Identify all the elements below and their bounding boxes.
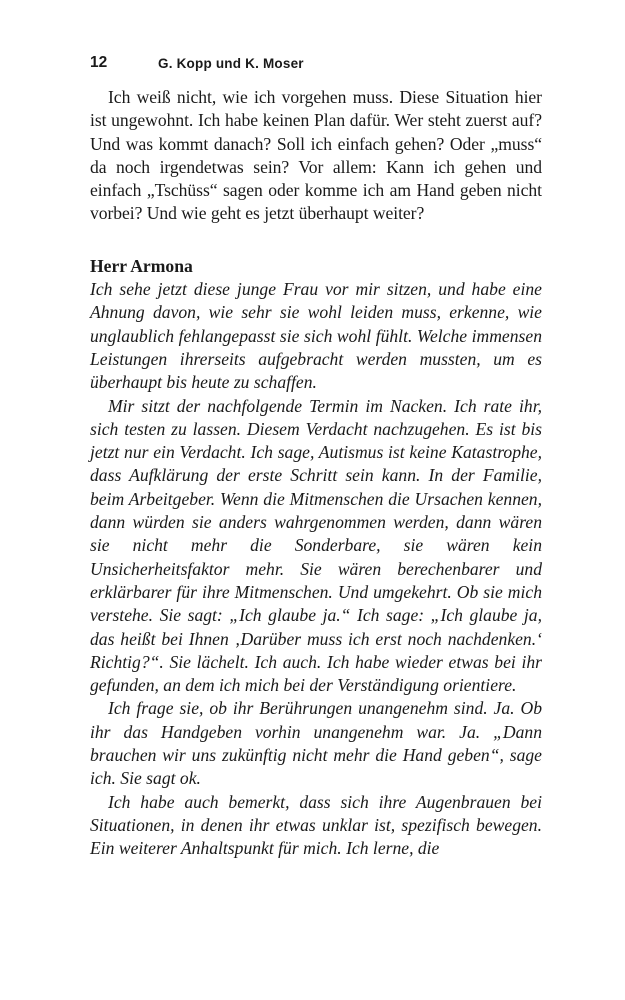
paragraph: Ich sehe jetzt diese junge Frau vor mir sitzen, und habe eine Ahnung davon, wie sehr sie wohl leiden muss, erkenne, wie unglaublich fehlangepasst sie sich wohl fühlt. Welche immensen Leistungen ihrerseits aufgebracht werden mussten, um es überhaupt bis heute zu schaffen.: [90, 279, 542, 393]
body-text: [90, 86, 542, 226]
paragraph: Mir sitzt der nachfolgende Termin im Nacken. Ich rate ihr, sich testen zu lassen. Diesem Verdacht nachzugehen. Es ist bis jetzt nur ein Verdacht. Ich sage, Autismus ist keine Katastrophe, dass Aufklärung der erste Schritt sein kann. In der Familie, beim Arbeitgeber. Wenn die Mitmenschen die Ursachen kennen, dann würden sie anders wahrgenommen werden, dann wären sie nicht mehr die Sonderbare, sie wären kein Unsicherheitsfaktor mehr. Sie wären berechenbarer und erklärbarer für ihre Mitmenschen. Und umgekehrt. Ob sie mich verstehe. Sie sagt: „Ich glaube ja.“ Ich sage: „Ich glaube ja, das heißt bei Ihnen ‚Darüber muss ich erst noch nachdenken.‘ Richtig?“. Sie lächelt. Ich auch. Ich habe wieder etwas bei ihr gefunden, an dem ich mich bei der Verständigung orientiere.: [90, 395, 542, 696]
intro-paragraph: Ich weiß nicht, wie ich vorgehen muss. Diese Situation hier ist ungewohnt. Ich habe keinen Plan dafür. Wer steht zuerst auf? Und was kommt danach? Soll ich einfach gehen? Oder „muss“ da noch irgendetwas sein? Vor allem: Kann ich gehen und einfach „Tschüss“ sagen oder komme ich am Hand geben nicht vorbei? Und wie geht es jetzt überhaupt weiter?: [90, 87, 542, 224]
author-line: G. Kopp und K. Moser: [158, 55, 304, 71]
paragraph: Ich frage sie, ob ihr Berührungen unangenehm sind. Ja. Ob ihr das Handgeben vorhin unangenehm war. Ja. „Dann brauchen wir uns zukünftig nicht mehr die Hand geben“, sage ich. Sie sagt ok.: [90, 698, 542, 789]
italic-passage: [90, 278, 542, 860]
section-heading: Herr Armona: [90, 255, 193, 276]
book-page: [90, 50, 542, 861]
page-number: 12: [90, 54, 108, 71]
paragraph: Ich habe auch bemerkt, dass sich ihre Augenbrauen bei Situationen, in denen ihr etwas unklar ist, spezifisch bewegen. Ein weiterer Anhaltspunkt für mich. Ich lerne, die: [90, 791, 542, 859]
running-head: [90, 50, 542, 76]
